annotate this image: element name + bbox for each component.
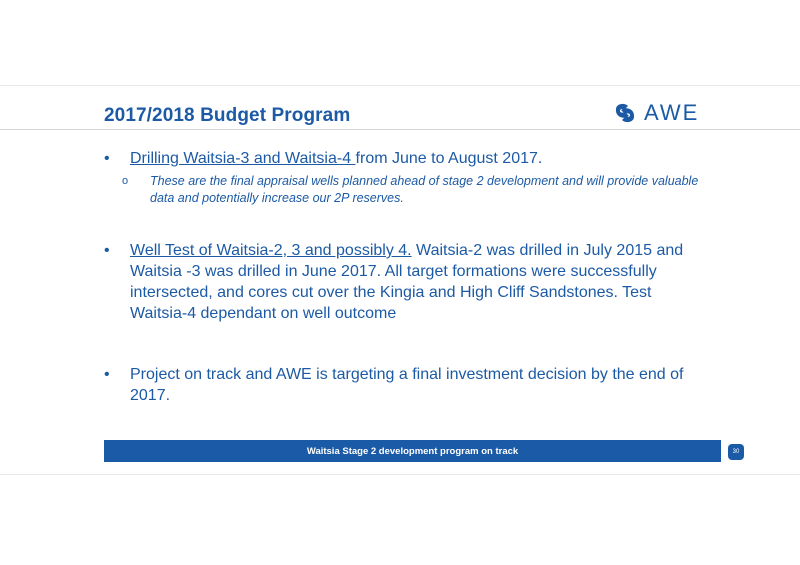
footer-banner [104,440,721,462]
slide-bottom-edge [0,474,800,475]
bullet-2 [104,240,704,324]
title-divider [0,129,800,130]
awe-swirl-icon [612,101,638,125]
bullet-marker: • [104,366,110,383]
bullet-text [130,148,704,169]
page-title: 2017/2018 Budget Program [104,105,351,126]
footer-text: Waitsia Stage 2 development program on track [306,445,519,457]
logo-wordmark: AWE [644,100,700,125]
bullet-rest: Waitsia-2 was drilled in July 2015 and Waitsia -3 was drilled in June 2017. All target formations were successfully intersected, and cores cut over the Kingia and High Cliff Sandstones. Test Waitsia-4 dependant on well outcome [130,242,684,322]
sub-bullet-1 [122,173,702,207]
bullet-1 [104,148,704,169]
bullet-rest: from June to August 2017. [355,150,543,167]
bullet-underlined: Drilling Waitsia-3 and Waitsia-4 [130,150,356,167]
slide-top-edge [0,85,800,86]
bullet-3 [104,364,704,406]
bullet-marker: • [104,150,110,167]
bullet-underlined: Well Test of Waitsia-2, 3 and possibly 4. [130,242,412,259]
bullet-text [130,240,704,324]
sub-bullet-text: These are the final appraisal wells planned ahead of stage 2 development and will provide valuable data and potentially increase our 2P reserves. [150,174,699,205]
bullet-text: Project on track and AWE is targeting a final investment decision by the end of 2017. [130,366,684,404]
page-number: 30 [728,444,744,460]
bullet-marker: • [104,242,110,259]
awe-logo [612,100,699,126]
sub-bullet-marker: o [122,175,129,187]
